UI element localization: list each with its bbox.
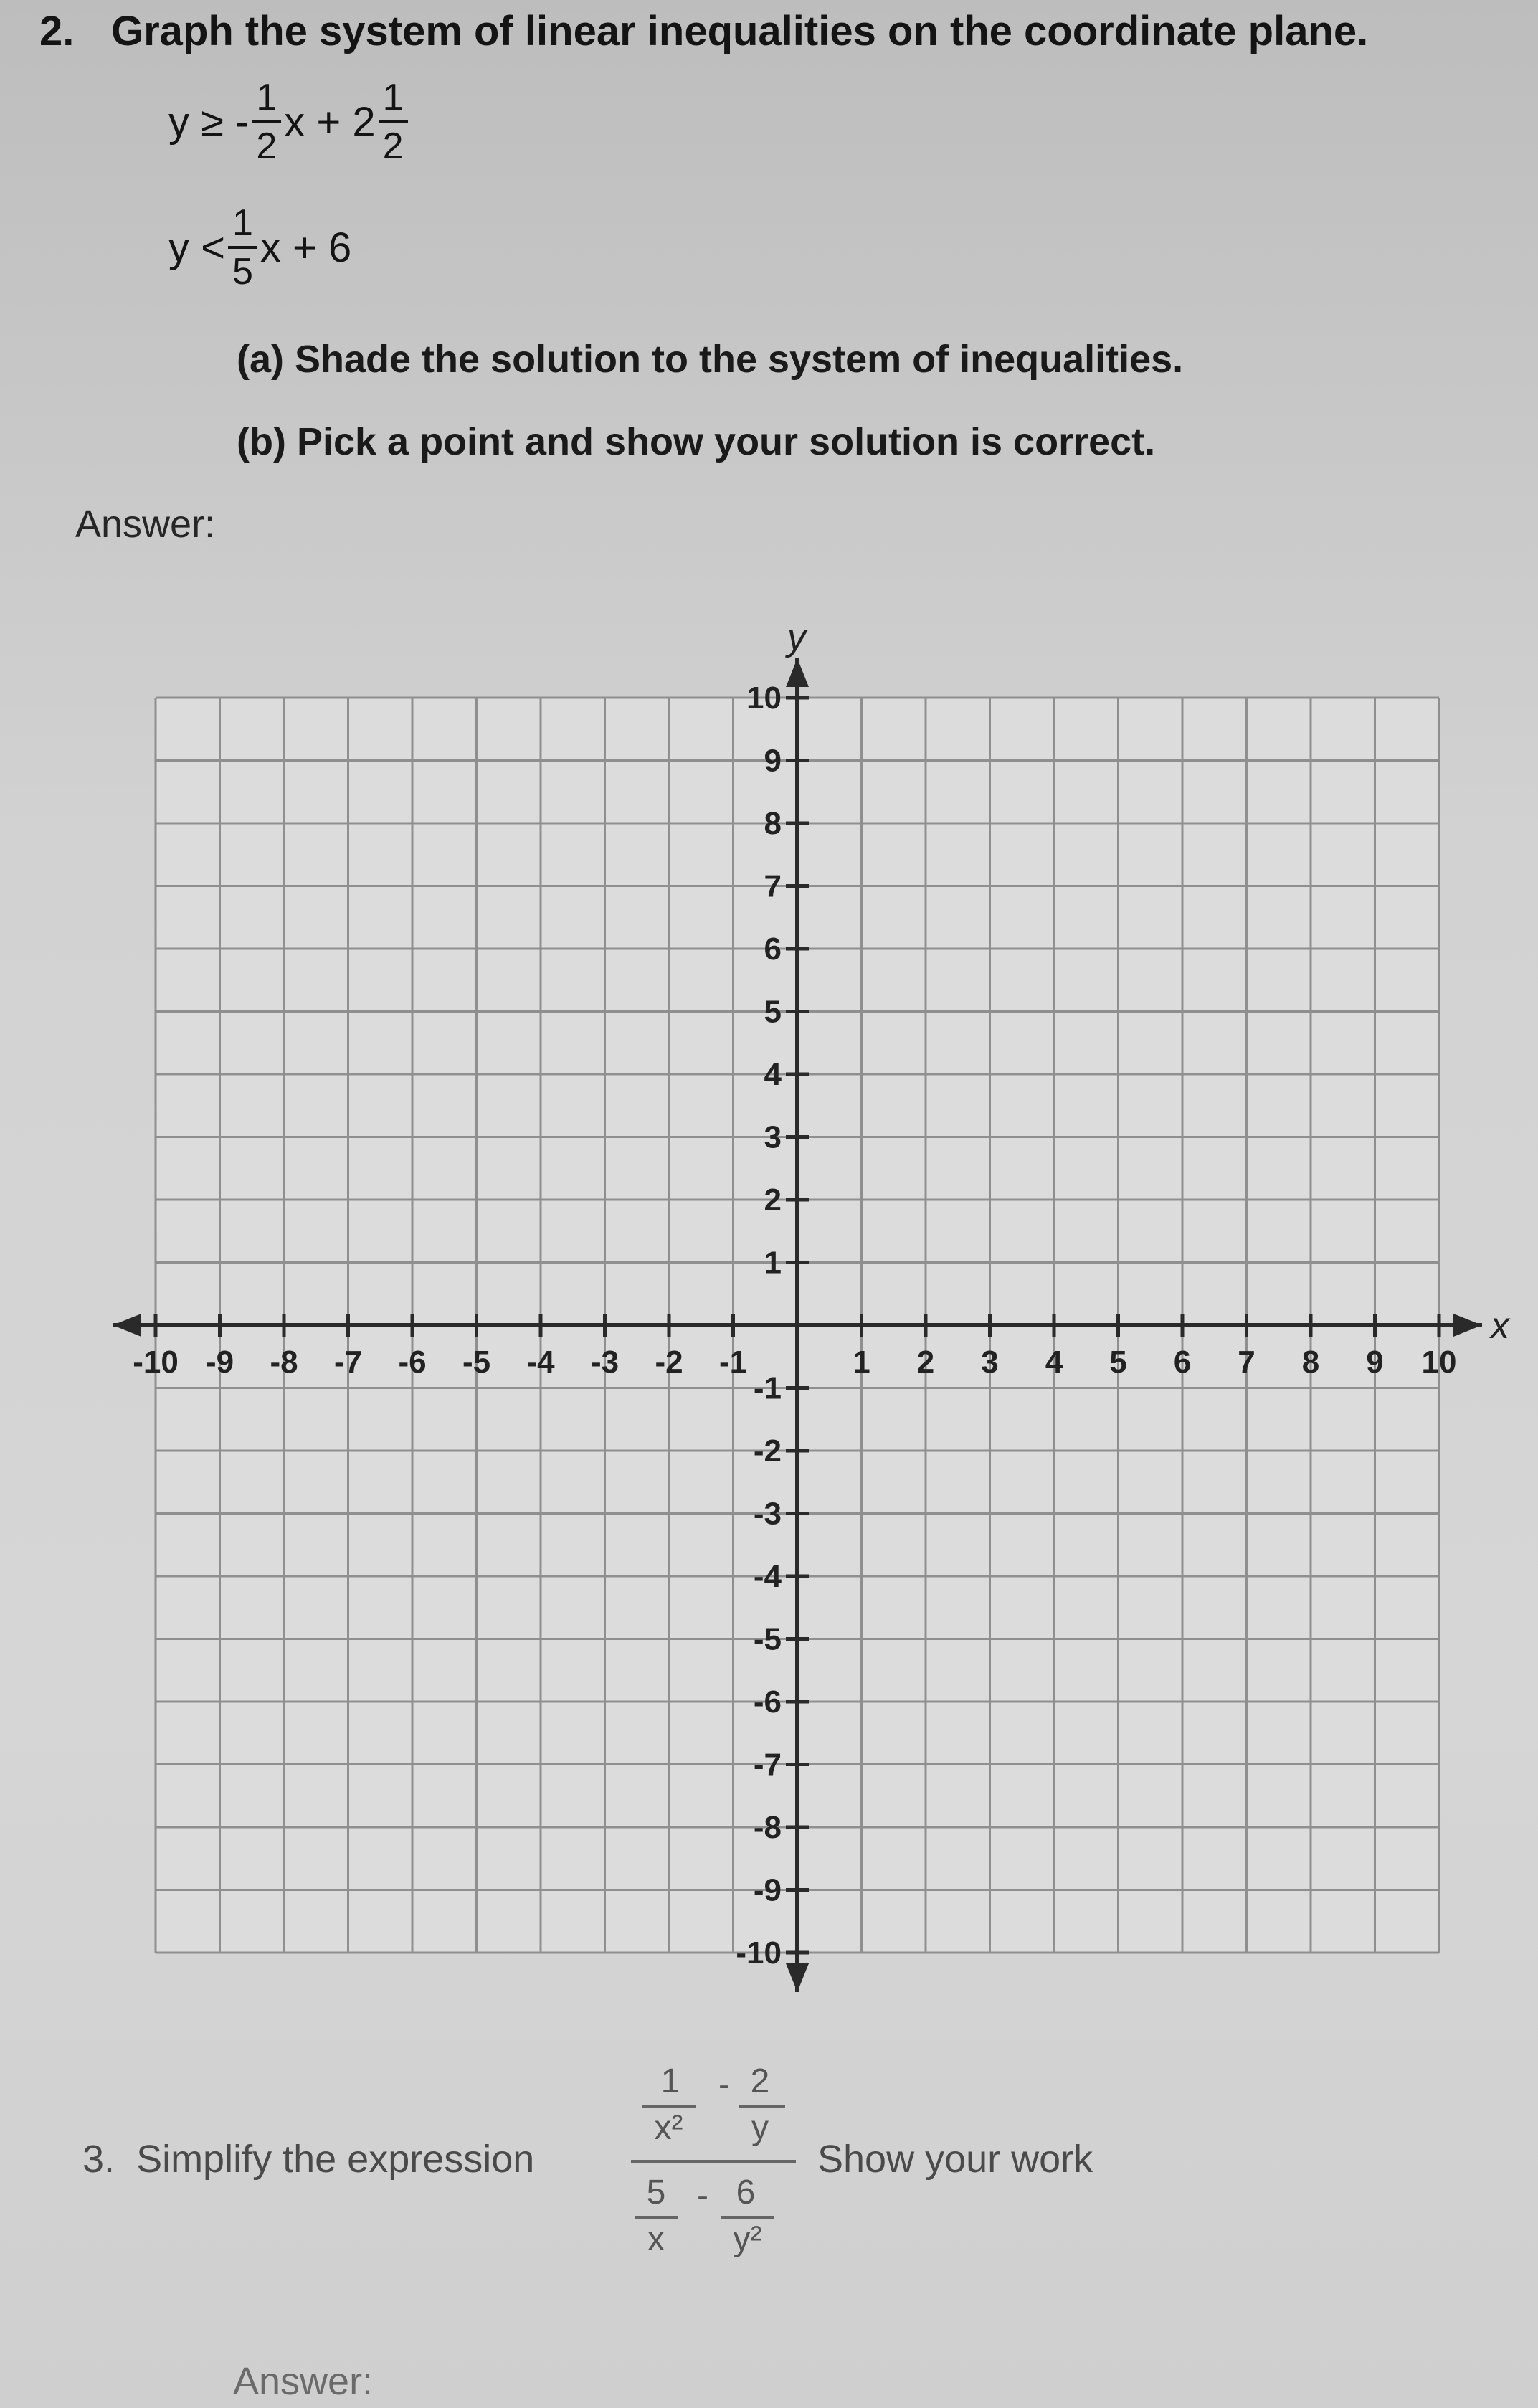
inequality-1-mid: x + 2 [284,98,376,146]
inequality-1-coef-den: 2 [256,125,277,167]
y-tick-label: 3 [764,1119,782,1155]
inequality-1-lhs: y ≥ - [168,98,250,146]
x-tick-label: -3 [590,1345,620,1380]
y-axis-top-arrow [786,658,809,687]
question-3-instruction: Show your work [817,2138,1093,2181]
x-axis-right-arrow [1453,1314,1482,1337]
x-tick-label: -7 [333,1345,363,1380]
bottom-op: - [697,2177,708,2215]
y-tick-label: -10 [736,1935,782,1971]
y-tick-label: 6 [764,932,782,967]
y-tick-label: -9 [753,1872,782,1908]
y-tick-label: 7 [764,868,782,904]
x-tick-label: 9 [1366,1345,1384,1380]
question-2-number: 2. [39,8,75,54]
y-tick-label: 2 [764,1182,782,1218]
top-op: - [718,2066,730,2104]
top-right-num: 2 [750,2062,770,2100]
question-3-answer-label: Answer: [233,2360,374,2403]
y-tick-label: -3 [753,1496,782,1532]
part-a-instruction: (a) Shade the solution to the system of inequalities. [237,338,1184,381]
bottom-right-den: y² [733,2220,762,2258]
inequality-2-lhs: y < [168,224,225,271]
x-tick-label: -6 [398,1345,427,1380]
y-tick-label: 9 [764,743,782,779]
top-left-den: x² [654,2109,683,2147]
y-tick-label: -8 [753,1810,782,1845]
x-tick-label: -1 [718,1345,748,1380]
y-tick-label: 4 [764,1057,782,1092]
y-tick-label: 10 [746,681,782,716]
question-3-number: 3. [82,2138,115,2181]
y-tick-label: -5 [753,1621,782,1657]
y-tick-label: -1 [753,1370,782,1406]
y-tick-label: 5 [764,994,782,1030]
x-axis-left-arrow [113,1314,141,1337]
top-right-den: y [751,2109,769,2147]
x-tick-label: -10 [133,1345,179,1380]
bottom-left-bar [635,2216,678,2219]
x-tick-label: 7 [1238,1345,1255,1380]
inequality-2-coef-num: 1 [228,204,257,249]
main-fraction-bar [631,2160,796,2163]
question-2-text: Graph the system of linear inequalities on the coordinate plane. [111,8,1369,54]
y-axis-bottom-arrow [786,1963,809,1992]
top-left-num: 1 [660,2062,680,2100]
x-tick-label: -8 [270,1345,298,1380]
inequality-1-const-den: 2 [382,125,404,167]
x-tick-label: -9 [205,1345,234,1380]
question-2-answer-label: Answer: [75,503,216,546]
x-tick-label: 6 [1173,1345,1192,1380]
x-axis-label: x [1491,1305,1509,1347]
x-tick-label: 8 [1301,1345,1320,1380]
top-left-bar [642,2105,696,2108]
inequality-2-mid: x + 6 [260,224,352,271]
y-tick-label: 8 [764,806,782,841]
x-tick-label: 5 [1109,1345,1127,1380]
y-tick-label: -2 [753,1433,782,1469]
y-tick-label: -4 [753,1559,782,1594]
part-b-instruction: (b) Pick a point and show your solution is correct. [237,420,1156,463]
x-tick-label: -5 [462,1345,491,1380]
x-tick-label: 1 [853,1345,870,1380]
bottom-left-num: 5 [646,2174,666,2212]
y-tick-label: 1 [764,1245,782,1281]
question-3-text: Simplify the expression [136,2138,535,2181]
top-right-bar [739,2105,785,2108]
bottom-left-den: x [647,2220,665,2258]
x-tick-label: 2 [916,1345,935,1380]
question-3-prompt [82,2137,534,2181]
x-tick-label: -2 [655,1345,683,1380]
bottom-right-bar [721,2216,774,2219]
x-tick-label: 10 [1421,1345,1457,1380]
x-tick-label: -4 [526,1345,555,1380]
inequality-1-const-num: 1 [379,79,408,123]
x-tick-label: 3 [981,1345,999,1380]
y-axis-label: y [787,617,806,658]
y-tick-label: -7 [753,1747,782,1783]
x-tick-label: 4 [1045,1345,1063,1380]
inequality-2-coef-den: 5 [232,251,253,293]
bottom-right-num: 6 [736,2174,756,2212]
y-tick-label: -6 [753,1684,782,1720]
inequality-1-coef-num: 1 [252,79,281,123]
